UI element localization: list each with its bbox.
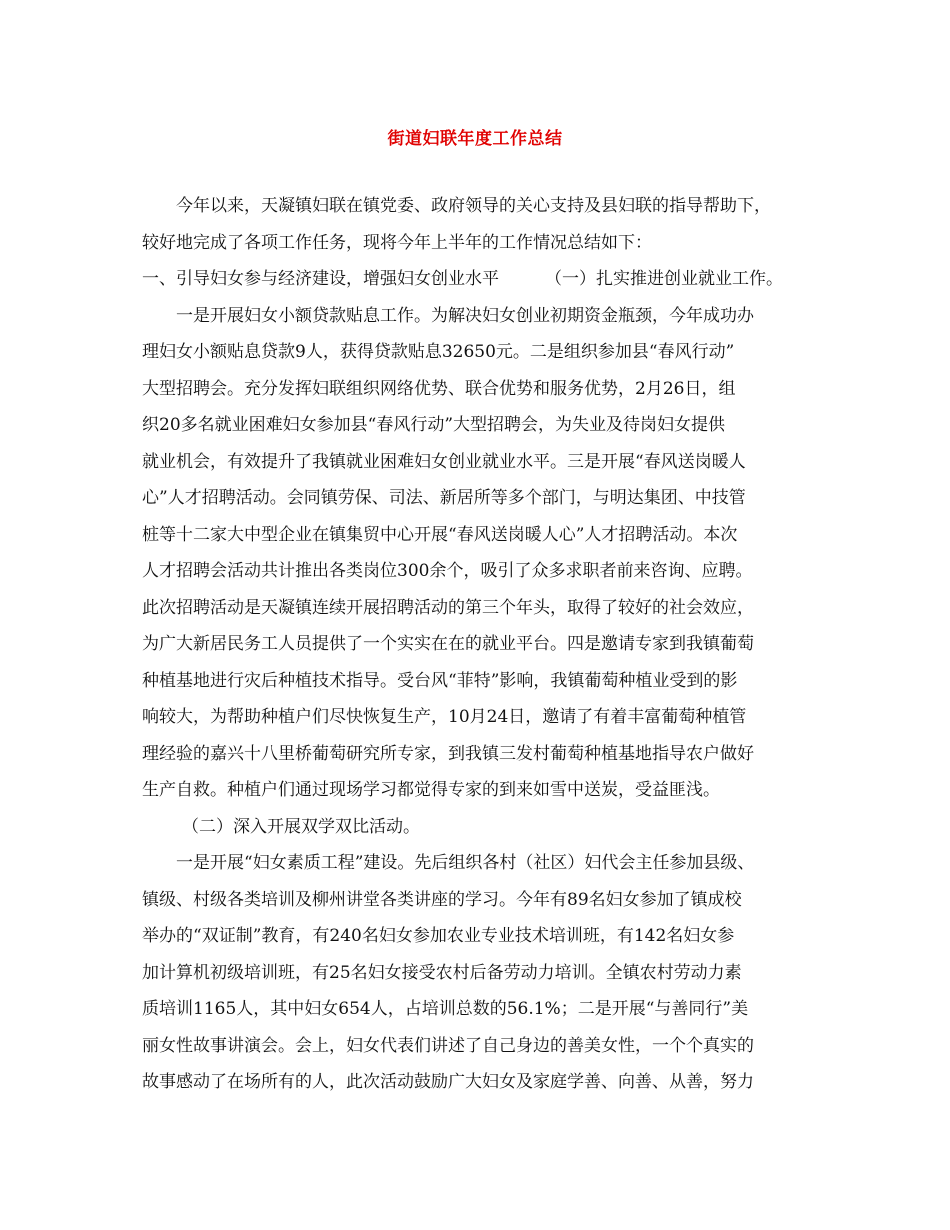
paragraph-line: 就业机会，有效提升了我镇就业困难妇女创业就业水平。三是开展“春风送岗暖人 xyxy=(142,451,746,472)
paragraph-line: 人才招聘会活动共计推出各类岗位300余个，吸引了众多求职者前来咨询、应聘。 xyxy=(142,561,753,581)
document-body xyxy=(142,188,822,1101)
paragraph-line: 较好地完成了各项工作任务，现将今年上半年的工作情况总结如下： xyxy=(142,232,652,253)
paragraph-line: 响较大，为帮助种植户们尽快恢复生产，10月24日，邀请了有着丰富葡萄种植管 xyxy=(142,707,747,727)
paragraph-line: 今年以来，天凝镇妇联在镇党委、政府领导的关心支持及县妇联的指导帮助下， xyxy=(176,196,771,216)
section-heading: 一、引导妇女参与经济建设，增强妇女创业水平 xyxy=(142,269,499,289)
paragraph-line: 为广大新居民务工人员提供了一个实实在在的就业平台。四是邀请专家到我镇葡萄 xyxy=(142,634,754,654)
paragraph-line: 丽女性故事讲演会。会上，妇女代表们讲述了自己身边的善美女性，一个个真实的 xyxy=(142,1035,754,1056)
paragraph-line: 此次招聘活动是天凝镇连续开展招聘活动的第三个年头，取得了较好的社会效应， xyxy=(142,597,754,618)
document-title: 街道妇联年度工作总结 xyxy=(387,129,563,149)
paragraph-line: 一是开展妇女小额贷款贴息工作。为解决妇女创业初期资金瓶颈，今年成功办 xyxy=(176,305,754,326)
subsection-heading: （二）深入开展双学双比活动。 xyxy=(182,816,420,837)
paragraph-line: 大型招聘会。充分发挥妇联组织网络优势、联合优势和服务优势，2月26日，组 xyxy=(142,378,736,399)
subsection-heading: （一）扎实推进创业就业工作。 xyxy=(545,269,783,289)
paragraph-line: 桩等十二家大中型企业在镇集贸中心开展“春风送岗暖人心”人才招聘活动。本次 xyxy=(142,524,738,545)
paragraph-line: 种植基地进行灾后种植技术指导。受台风“菲特”影响，我镇葡萄种植业受到的影 xyxy=(142,670,738,691)
paragraph-line: 举办的“双证制”教育，有240名妇女参加农业专业技术培训班，有142名妇女参 xyxy=(142,926,735,946)
paragraph-line: 故事感动了在场所有的人，此次活动鼓励广大妇女及家庭学善、向善、从善，努力 xyxy=(142,1072,754,1092)
paragraph-line: 理经验的嘉兴十八里桥葡萄研究所专家，到我镇三发村葡萄种植基地指导农户做好 xyxy=(142,743,754,764)
paragraph-line: 心”人才招聘活动。会同镇劳保、司法、新居所等多个部门，与明达集团、中技管 xyxy=(142,488,746,508)
paragraph-line: 镇级、村级各类培训及柳州讲堂各类讲座的学习。今年有89名妇女参加了镇成校 xyxy=(142,889,742,910)
paragraph-line: 一是开展“妇女素质工程”建设。先后组织各村（社区）妇代会主任参加县级、 xyxy=(176,853,755,873)
paragraph-line: 加计算机初级培训班，有25名妇女接受农村后备劳动力培训。全镇农村劳动力素 xyxy=(142,962,742,983)
paragraph-line: 质培训1165人，其中妇女654人，占培训总数的56.1%；二是开展“与善同行”美 xyxy=(142,999,749,1019)
paragraph-line: 生产自救。种植户们通过现场学习都觉得专家的到来如雪中送炭，受益匪浅。 xyxy=(142,780,720,800)
section-heading-line xyxy=(142,261,822,298)
paragraph-line: 织20多名就业困难妇女参加县“春风行动”大型招聘会，为失业及待岗妇女提供 xyxy=(142,415,726,435)
paragraph-line: 理妇女小额贴息贷款9人，获得贷款贴息32650元。二是组织参加县“春风行动” xyxy=(142,342,735,362)
